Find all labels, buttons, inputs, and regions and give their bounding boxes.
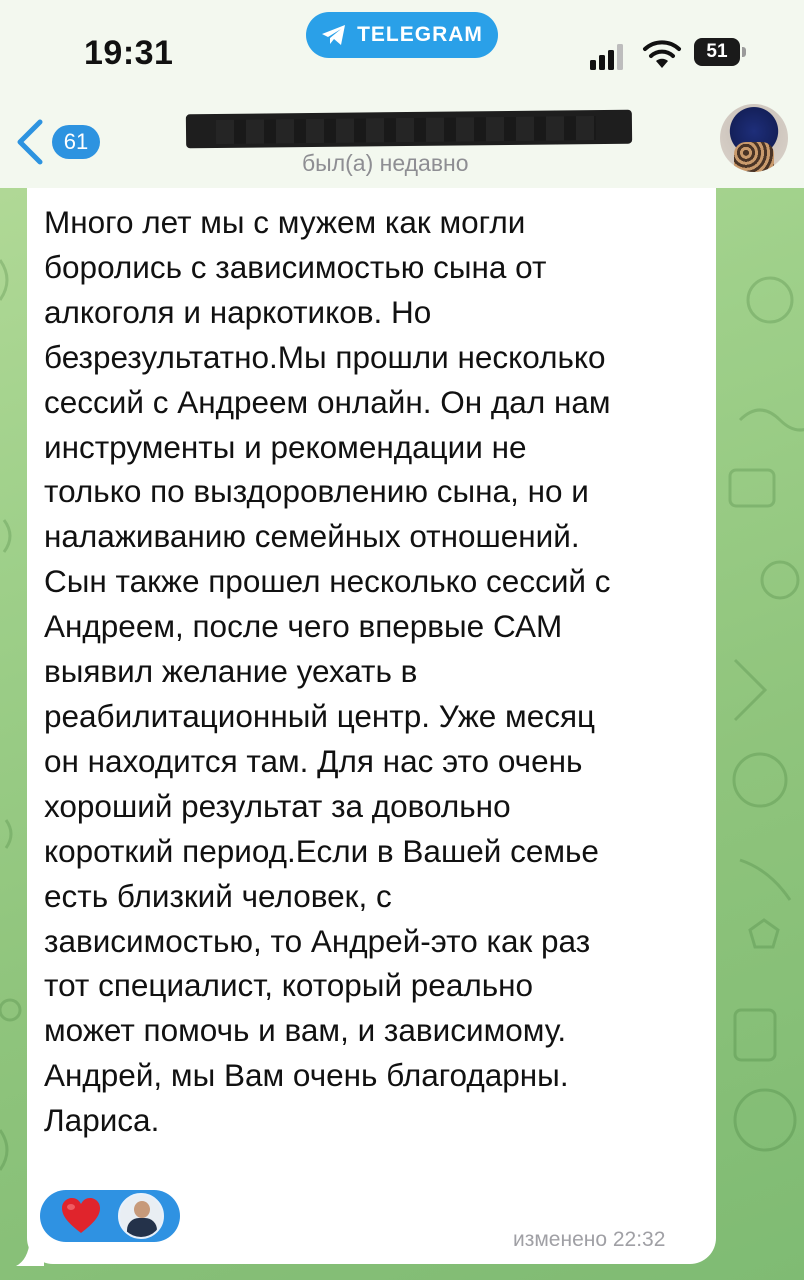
reactor-avatar-head	[134, 1201, 150, 1218]
heart-icon	[60, 1197, 102, 1235]
message-text: Много лет мы с мужем как могли боролись с зависимостью сына от алкоголя и наркотиков. Но безрезультатно.Мы прошли несколько сессий с Андреем онлайн. Он дал нам инструменты и рекомендации не только по выздоровлению сына, но и налаживанию семейных отношений. Сын также прошел несколько сессий с Андреем, после чего впервые САМ выявил желание уехать в реабилитационный центр. Уже месяц он находится там. Для нас это очень хороший результат за довольно короткий период.Если в Вашей семье есть близкий человек, с зависимостью, то Андрей-это как раз тот специалист, который реально может помочь и вам, и зависимому. Андрей, мы Вам очень благодарны. Лариса.	[44, 204, 611, 1139]
chat-status: был(а) недавно	[302, 150, 469, 176]
chat-title-redacted[interactable]	[186, 110, 632, 149]
battery-level: 51	[694, 38, 740, 66]
app-pill-label: TELEGRAM	[357, 23, 483, 46]
battery-tip	[742, 47, 746, 57]
message-bubble[interactable]	[27, 188, 716, 1264]
unread-count-badge: 61	[52, 125, 100, 159]
reactor-avatar[interactable]	[118, 1193, 164, 1239]
back-button[interactable]	[14, 116, 104, 168]
reaction-chip[interactable]	[40, 1190, 180, 1242]
chat-header	[0, 0, 804, 188]
chevron-left-icon	[14, 118, 46, 166]
status-time: 19:31	[84, 34, 174, 72]
cellular-signal-icon	[590, 44, 630, 70]
contact-avatar[interactable]	[720, 104, 788, 172]
edited-timestamp: изменено 22:32	[513, 1228, 666, 1251]
wifi-icon	[642, 40, 682, 70]
avatar-figure	[734, 142, 774, 172]
battery-indicator	[694, 38, 748, 68]
telegram-plane-icon	[321, 24, 347, 46]
return-to-app-pill[interactable]	[306, 12, 498, 58]
reactor-avatar-torso	[127, 1218, 157, 1239]
